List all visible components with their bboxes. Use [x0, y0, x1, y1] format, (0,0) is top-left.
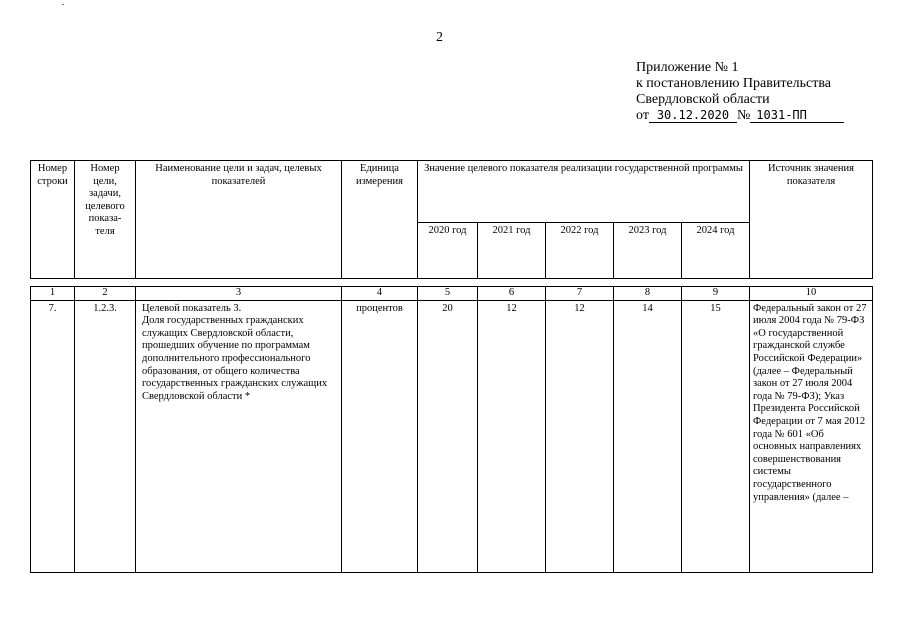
scan-speck: [62, 4, 64, 5]
header-year: 2021 год: [478, 223, 546, 279]
value-2024: 15: [682, 300, 750, 572]
column-number: 6: [478, 287, 546, 301]
goal-number: 1.2.3.: [75, 300, 136, 572]
header-unit: Единица измерения: [342, 161, 418, 279]
column-number: 5: [418, 287, 478, 301]
appendix-date-line: [636, 108, 844, 124]
indicator-title: Целевой показатель 3.: [142, 302, 242, 314]
column-number: 3: [136, 287, 342, 301]
column-number: 7: [546, 287, 614, 301]
source-cell: Федеральный закон от 27 июля 2004 года № 79-ФЗ «О государственной гражданской службе Российской Федерации» (далее – Федеральный закон от 27 июля 2004 года № 79-ФЗ); Указ Президента Российской Федерации от 7 мая 2012 года № 601 «Об основных направлениях совершенствования системы государственного управления» (далее –: [750, 300, 873, 572]
header-source: Источник значения показателя: [750, 161, 873, 279]
number-label: №: [736, 108, 751, 123]
column-number: 10: [750, 287, 873, 301]
value-2021: 12: [478, 300, 546, 572]
appendix-resolution: к постановлению Правительства: [636, 76, 832, 91]
appendix-block: [636, 60, 844, 124]
value-2022: 12: [546, 300, 614, 572]
header-year: 2022 год: [546, 223, 614, 279]
header-name: Наименование цели и задач, целевых показателей: [136, 161, 342, 279]
value-2023: 14: [614, 300, 682, 572]
row-number: 7.: [31, 300, 75, 572]
header-values-group: Значение целевого показателя реализации государственной программы: [418, 161, 750, 223]
indicator-table-header: [30, 160, 873, 279]
header-year: 2020 год: [418, 223, 478, 279]
column-number: 8: [614, 287, 682, 301]
table-row: [31, 300, 873, 572]
page-number: 2: [436, 30, 443, 45]
indicator-table-body: [30, 286, 873, 573]
value-2020: 20: [418, 300, 478, 572]
from-label: от: [636, 108, 649, 123]
unit-cell: процентов: [342, 300, 418, 572]
indicator-name: [136, 300, 342, 572]
header-goal-number: Номер цели, задачи, целевого показа- теля: [75, 161, 136, 279]
header-year: 2024 год: [682, 223, 750, 279]
column-number-row: [31, 287, 873, 301]
indicator-description: Доля государственных гражданских служащих Свердловской области, прошедших обучение по программам дополнительного профессионального образования, от общего количества государственных гражданских служащих Свердловской области *: [142, 315, 328, 402]
column-number: 9: [682, 287, 750, 301]
header-year: 2023 год: [614, 223, 682, 279]
column-number: 1: [31, 287, 75, 301]
appendix-region: Свердловской области: [636, 92, 770, 107]
column-number: 4: [342, 287, 418, 301]
appendix-title: Приложение № 1: [636, 60, 739, 75]
header-row-number: Номер строки: [31, 161, 75, 279]
resolution-number: 1031-ПП: [750, 109, 844, 123]
column-number: 2: [75, 287, 136, 301]
resolution-date: 30.12.2020: [649, 109, 737, 123]
